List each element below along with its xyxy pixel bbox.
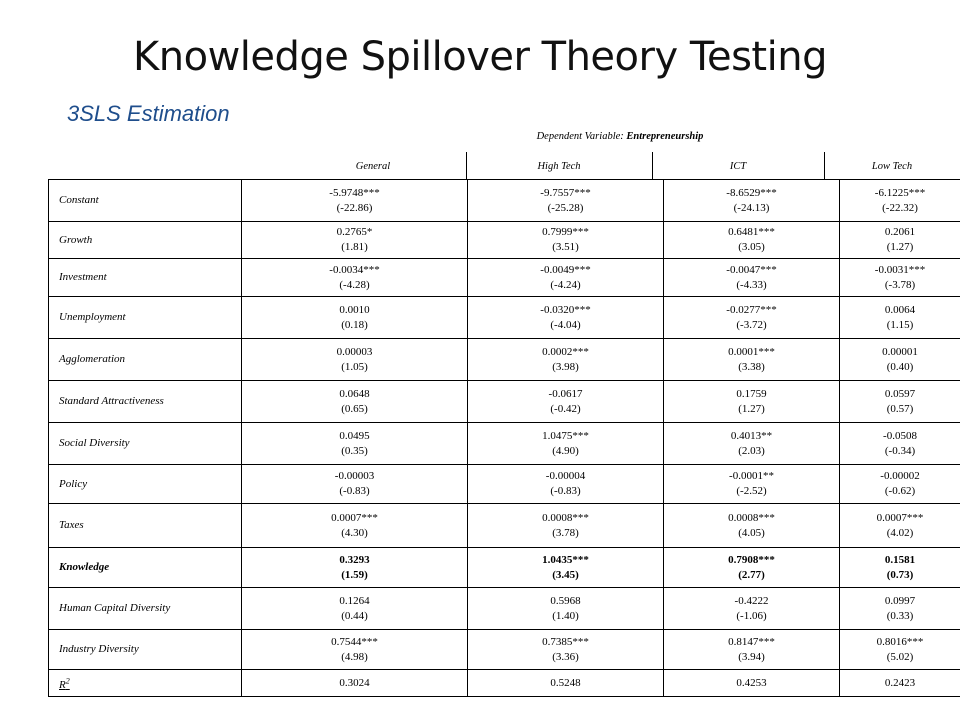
coefficient-cell xyxy=(664,465,840,504)
coefficient-cell xyxy=(242,588,468,630)
coefficient-value: -8.6529*** xyxy=(726,186,777,199)
coefficient-value: 1.0435*** xyxy=(542,553,589,566)
slide-title: Knowledge Spillover Theory Testing xyxy=(133,34,827,80)
coefficient-value: -0.00004 xyxy=(545,470,586,482)
coefficient-value: 0.1264 xyxy=(339,594,370,607)
table-row xyxy=(49,339,960,381)
coefficient-cell xyxy=(468,259,664,297)
coefficient-cell xyxy=(242,259,468,297)
coefficient-cell xyxy=(468,465,664,504)
coefficient-value: 0.8147*** xyxy=(728,635,775,648)
coefficient-cell xyxy=(664,381,840,423)
row-label: Knowledge xyxy=(49,548,242,588)
coefficient-value: -0.00002 xyxy=(880,470,920,482)
coefficient-cell xyxy=(242,180,468,222)
coefficient-value: 0.7999*** xyxy=(542,226,589,238)
t-statistic: (-4.28) xyxy=(339,278,370,291)
dependent-variable-name: Entrepreneurship xyxy=(626,131,704,142)
t-statistic: (1.15) xyxy=(886,318,914,331)
row-label: Growth xyxy=(49,222,242,259)
coefficient-cell xyxy=(840,222,960,259)
t-statistic: (-2.52) xyxy=(736,485,767,497)
coefficient-cell xyxy=(242,222,468,259)
coefficient-value: -0.0277*** xyxy=(726,303,777,316)
t-statistic: (0.35) xyxy=(341,444,368,457)
table-row xyxy=(49,670,960,697)
table-row xyxy=(49,180,960,222)
coefficient-value: 0.0010 xyxy=(339,303,370,316)
coefficient-cell xyxy=(840,670,960,697)
coefficient-value: 0.0007*** xyxy=(876,511,924,524)
t-statistic: (-22.32) xyxy=(882,201,918,214)
coefficient-value: -0.4222 xyxy=(734,594,769,607)
header-divider xyxy=(824,152,825,179)
coefficient-value: 0.4013** xyxy=(730,429,773,442)
coefficient-cell xyxy=(664,504,840,548)
t-statistic: (-0.62) xyxy=(884,485,916,497)
coefficient-value: -0.0508 xyxy=(883,429,917,442)
coefficient-cell xyxy=(468,504,664,548)
coefficient-value: 0.4253 xyxy=(736,676,767,689)
table-row xyxy=(49,548,960,588)
t-statistic: (-4.33) xyxy=(736,278,767,291)
coefficient-value: 0.5968 xyxy=(550,594,581,607)
table-row xyxy=(49,630,960,670)
coefficient-value: 0.0997 xyxy=(884,594,916,607)
coefficient-cell xyxy=(840,259,960,297)
t-statistic: (2.77) xyxy=(738,568,765,581)
coefficient-cell xyxy=(840,548,960,588)
t-statistic: (0.57) xyxy=(886,402,914,415)
t-statistic: (-22.86) xyxy=(336,201,373,214)
row-label: Unemployment xyxy=(49,297,242,339)
t-statistic: (1.27) xyxy=(738,402,765,415)
t-statistic: (3.78) xyxy=(552,526,579,539)
coefficient-value: -0.0049*** xyxy=(540,263,591,276)
coefficient-cell xyxy=(840,465,960,504)
coefficient-cell xyxy=(664,259,840,297)
coefficient-value: 0.0008*** xyxy=(728,511,775,524)
coefficient-cell xyxy=(242,297,468,339)
coefficient-cell xyxy=(242,465,468,504)
coefficient-value: 0.7385*** xyxy=(542,635,589,648)
t-statistic: (3.36) xyxy=(552,650,579,663)
coefficient-value: 0.7908*** xyxy=(728,553,775,566)
table-row xyxy=(49,504,960,548)
coefficient-value: 0.8016*** xyxy=(876,635,924,648)
coefficient-cell xyxy=(840,588,960,630)
column-header-general: General xyxy=(355,161,391,172)
coefficient-value: -0.0320*** xyxy=(540,303,591,316)
t-statistic: (0.44) xyxy=(341,609,368,622)
coefficient-cell xyxy=(840,339,960,381)
dependent-variable-prefix: Dependent Variable: xyxy=(536,131,627,142)
dependent-variable-caption xyxy=(280,131,960,142)
coefficient-value: 0.1759 xyxy=(736,387,767,400)
coefficient-value: 0.00003 xyxy=(336,345,373,358)
table-row xyxy=(49,381,960,423)
row-label: Standard Attractiveness xyxy=(49,381,242,423)
coefficient-value: 0.00001 xyxy=(882,345,918,358)
coefficient-cell xyxy=(664,222,840,259)
coefficient-cell xyxy=(664,297,840,339)
table-row xyxy=(49,465,960,504)
t-statistic: (1.05) xyxy=(341,360,368,373)
coefficient-cell xyxy=(468,630,664,670)
t-statistic: (0.18) xyxy=(341,318,368,331)
coefficient-value: 0.2765* xyxy=(336,226,373,238)
row-label: Policy xyxy=(49,465,242,504)
coefficient-value: 0.5248 xyxy=(550,676,581,689)
r-squared-label: $R^2$ xyxy=(59,676,70,691)
t-statistic: (3.38) xyxy=(738,360,765,373)
coefficient-value: -0.0047*** xyxy=(726,263,777,276)
coefficient-cell xyxy=(840,180,960,222)
coefficient-value: 1.0475*** xyxy=(542,429,589,442)
header-divider xyxy=(466,152,467,179)
header-divider xyxy=(652,152,653,179)
t-statistic: (1.81) xyxy=(341,241,368,253)
t-statistic: (3.94) xyxy=(738,650,765,663)
t-statistic: (3.98) xyxy=(552,360,579,373)
coefficient-cell xyxy=(468,588,664,630)
coefficient-value: -5.9748*** xyxy=(329,186,380,199)
t-statistic: (-3.78) xyxy=(884,278,916,291)
t-statistic: (1.59) xyxy=(341,568,368,581)
coefficient-cell xyxy=(468,222,664,259)
coefficient-cell xyxy=(242,339,468,381)
coefficient-value: 0.0007*** xyxy=(331,511,378,524)
coefficient-cell xyxy=(242,630,468,670)
t-statistic: (5.02) xyxy=(886,650,914,663)
coefficient-cell xyxy=(468,339,664,381)
coefficient-cell xyxy=(840,381,960,423)
t-statistic: (0.73) xyxy=(886,568,914,581)
t-statistic: (-0.34) xyxy=(884,444,916,457)
row-label: Agglomeration xyxy=(49,339,242,381)
t-statistic: (4.98) xyxy=(341,650,368,663)
regression-table-body xyxy=(49,180,960,697)
coefficient-cell xyxy=(468,297,664,339)
row-label: Human Capital Diversity xyxy=(49,588,242,630)
coefficient-value: 0.0001*** xyxy=(728,345,775,358)
table-row xyxy=(49,259,960,297)
coefficient-value: -0.0617 xyxy=(548,387,583,400)
t-statistic: (0.33) xyxy=(886,609,914,622)
coefficient-value: 0.2423 xyxy=(884,676,916,689)
column-header-high-tech: High Tech xyxy=(537,161,581,172)
coefficient-value: 0.7544*** xyxy=(331,635,378,648)
coefficient-value: 0.2061 xyxy=(884,226,916,238)
coefficient-value: 0.0495 xyxy=(339,429,370,442)
t-statistic: (1.40) xyxy=(552,609,579,622)
coefficient-value: 0.3293 xyxy=(339,553,370,566)
table-row xyxy=(49,297,960,339)
t-statistic: (1.27) xyxy=(886,241,914,253)
coefficient-cell xyxy=(468,180,664,222)
coefficient-value: -0.0001** xyxy=(729,470,774,482)
coefficient-value: 0.3024 xyxy=(339,676,370,689)
coefficient-cell xyxy=(664,339,840,381)
t-statistic: (4.90) xyxy=(552,444,579,457)
t-statistic: (-0.83) xyxy=(339,485,370,497)
coefficient-cell xyxy=(242,548,468,588)
coefficient-cell xyxy=(840,297,960,339)
coefficient-value: 0.0648 xyxy=(339,387,370,400)
coefficient-cell xyxy=(468,381,664,423)
coefficient-value: -9.7557*** xyxy=(540,186,591,199)
coefficient-value: 0.6481*** xyxy=(728,226,775,238)
table-row xyxy=(49,588,960,630)
t-statistic: (4.02) xyxy=(886,526,914,539)
t-statistic: (0.65) xyxy=(341,402,368,415)
coefficient-cell xyxy=(840,630,960,670)
coefficient-cell xyxy=(242,381,468,423)
coefficient-value: -0.0034*** xyxy=(329,263,380,276)
t-statistic: (0.40) xyxy=(886,360,914,373)
coefficient-value: -0.00003 xyxy=(334,470,375,482)
t-statistic: (-24.13) xyxy=(733,201,770,214)
t-statistic: (-1.06) xyxy=(736,609,767,622)
t-statistic: (4.30) xyxy=(341,526,368,539)
row-label: Constant xyxy=(49,180,242,222)
coefficient-value: 0.1581 xyxy=(884,553,916,566)
coefficient-cell xyxy=(840,504,960,548)
t-statistic: (-4.04) xyxy=(550,318,581,331)
t-statistic: (-25.28) xyxy=(547,201,584,214)
coefficient-cell xyxy=(664,630,840,670)
t-statistic: (2.03) xyxy=(738,444,765,457)
coefficient-cell xyxy=(242,670,468,697)
coefficient-value: 0.0064 xyxy=(884,303,916,316)
coefficient-value: -6.1225*** xyxy=(874,186,926,199)
coefficient-cell xyxy=(664,180,840,222)
table-row xyxy=(49,423,960,465)
t-statistic: (-0.83) xyxy=(550,485,581,497)
regression-table xyxy=(48,179,960,697)
coefficient-cell xyxy=(664,423,840,465)
coefficient-cell xyxy=(242,423,468,465)
coefficient-value: -0.0031*** xyxy=(874,263,926,276)
t-statistic: (4.05) xyxy=(738,526,765,539)
row-label: Taxes xyxy=(49,504,242,548)
coefficient-cell xyxy=(468,548,664,588)
coefficient-cell xyxy=(664,670,840,697)
t-statistic: (3.45) xyxy=(552,568,579,581)
row-label: Industry Diversity xyxy=(49,630,242,670)
row-label xyxy=(49,670,242,697)
table-row xyxy=(49,222,960,259)
slide-subtitle: 3SLS Estimation xyxy=(67,101,230,126)
coefficient-cell xyxy=(468,670,664,697)
coefficient-cell xyxy=(664,588,840,630)
t-statistic: (3.51) xyxy=(552,241,579,253)
t-statistic: (3.05) xyxy=(738,241,765,253)
coefficient-value: 0.0002*** xyxy=(542,345,589,358)
column-header-ict: ICT xyxy=(729,161,747,172)
coefficient-cell xyxy=(242,504,468,548)
t-statistic: (-3.72) xyxy=(736,318,767,331)
column-header-low-tech: Low Tech xyxy=(871,161,913,172)
coefficient-value: 0.0597 xyxy=(884,387,916,400)
coefficient-cell xyxy=(664,548,840,588)
coefficient-cell xyxy=(840,423,960,465)
t-statistic: (-0.42) xyxy=(550,402,581,415)
coefficient-value: 0.0008*** xyxy=(542,511,589,524)
row-label: Investment xyxy=(49,259,242,297)
row-label: Social Diversity xyxy=(49,423,242,465)
coefficient-cell xyxy=(468,423,664,465)
t-statistic: (-4.24) xyxy=(550,278,581,291)
